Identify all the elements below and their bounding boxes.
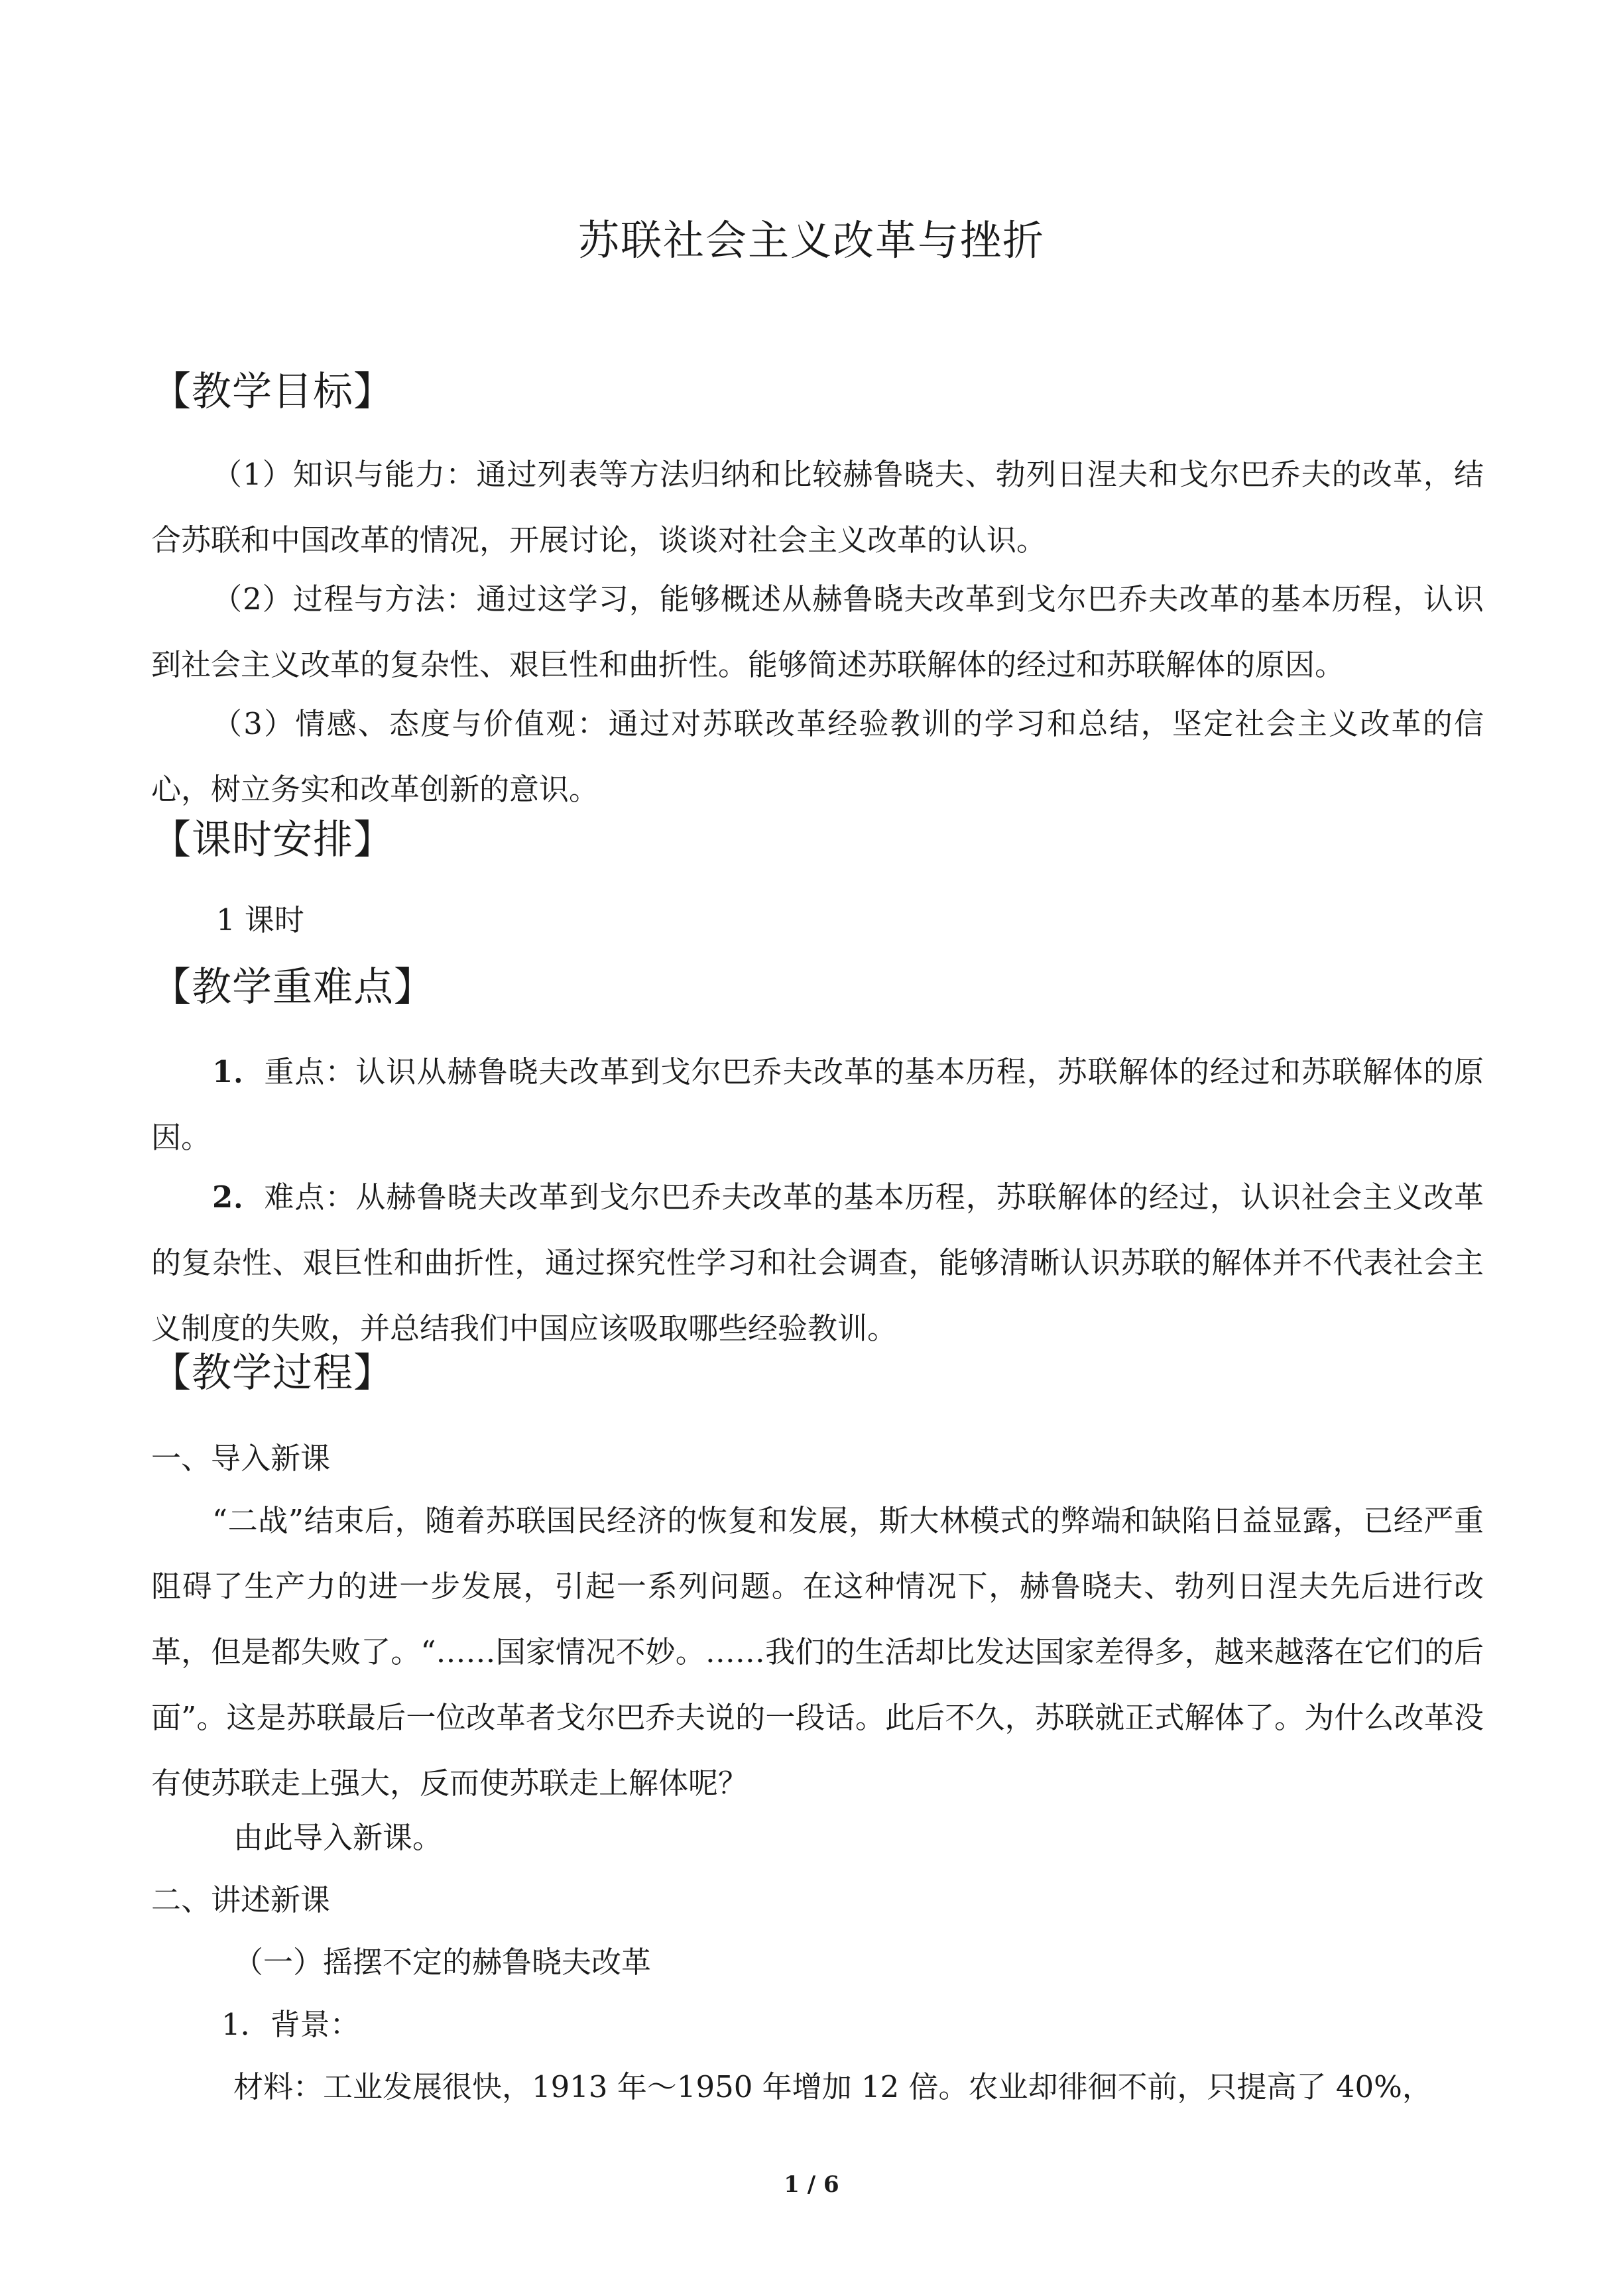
part1-title: 一、导入新课 [151,1441,331,1476]
part2-title: 二、讲述新课 [151,1882,331,1917]
schedule-text: 1 课时 [216,902,304,937]
part1-end: 由此导入新课。 [233,1820,443,1855]
heading-process: 【教学过程】 [151,1350,394,1396]
objective-item-3: （3）情感、态度与价值观：通过对苏联改革经验教训的学习和总结，坚定社会主义改革的信心，树立务实和改革创新的意识。 [151,706,1484,807]
heading-schedule: 【课时安排】 [151,817,394,863]
key-point-2 [151,1164,1484,1361]
part1-text: “二战”结束后，随着苏联国民经济的恢复和发展，斯大林模式的弊端和缺陷日益显露，已经严重阻碍了生产力的进一步发展，引起一系列问题。在这种情况下，赫鲁晓夫、勃列日涅夫先后进行改革，但是都失败了。“……国家情况不妙。……我们的生活却比发达国家差得多，越来越落在它们的后面”。这是苏联最后一位改革者戈尔巴乔夫说的一段话。此后不久，苏联就正式解体了。为什么改革没有使苏联走上强大，反而使苏联走上解体呢？ [151,1503,1484,1801]
key-point-1-text: 重点：认识从赫鲁晓夫改革到戈尔巴乔夫改革的基本历程，苏联解体的经过和苏联解体的原因。 [151,1054,1484,1155]
page-number: 1 / 6 [784,2171,839,2198]
key-point-1 [151,1039,1484,1170]
objective-item-1: （1）知识与能力：通过列表等方法归纳和比较赫鲁晓夫、勃列日涅夫和戈尔巴乔夫的改革，结合苏联和中国改革的情况，开展讨论，谈谈对社会主义改革的认识。 [151,457,1484,558]
heading-key-points: 【教学重难点】 [151,964,434,1010]
objective-item-2: （2）过程与方法：通过这学习，能够概述从赫鲁晓夫改革到戈尔巴乔夫改革的基本历程，认识到社会主义改革的复杂性、艰巨性和曲折性。能够简述苏联解体的经过和苏联解体的原因。 [151,581,1484,682]
heading-objectives: 【教学目标】 [151,369,394,415]
sub1-title: （一）摇摆不定的赫鲁晓夫改革 [233,1945,652,1980]
document-title: 苏联社会主义改革与挫折 [577,216,1045,265]
key-point-2-text: 难点：从赫鲁晓夫改革到戈尔巴乔夫改革的基本历程，苏联解体的经过，认识社会主义改革的复杂性、艰巨性和曲折性，通过探究性学习和社会调查，能够清晰认识苏联的解体并不代表社会主义制度的失败，并总结我们中国应该吸取哪些经验教训。 [151,1179,1484,1346]
sub1-material: 材料：工业发展很快，1913 年～1950 年增加 12 倍。农业却徘徊不前，只提高了 40%， [233,2069,1432,2104]
key-point-1-number: 1． [212,1054,265,1089]
sub1-item1: 1．背景： [221,2007,360,2042]
key-point-2-number: 2． [212,1179,265,1215]
